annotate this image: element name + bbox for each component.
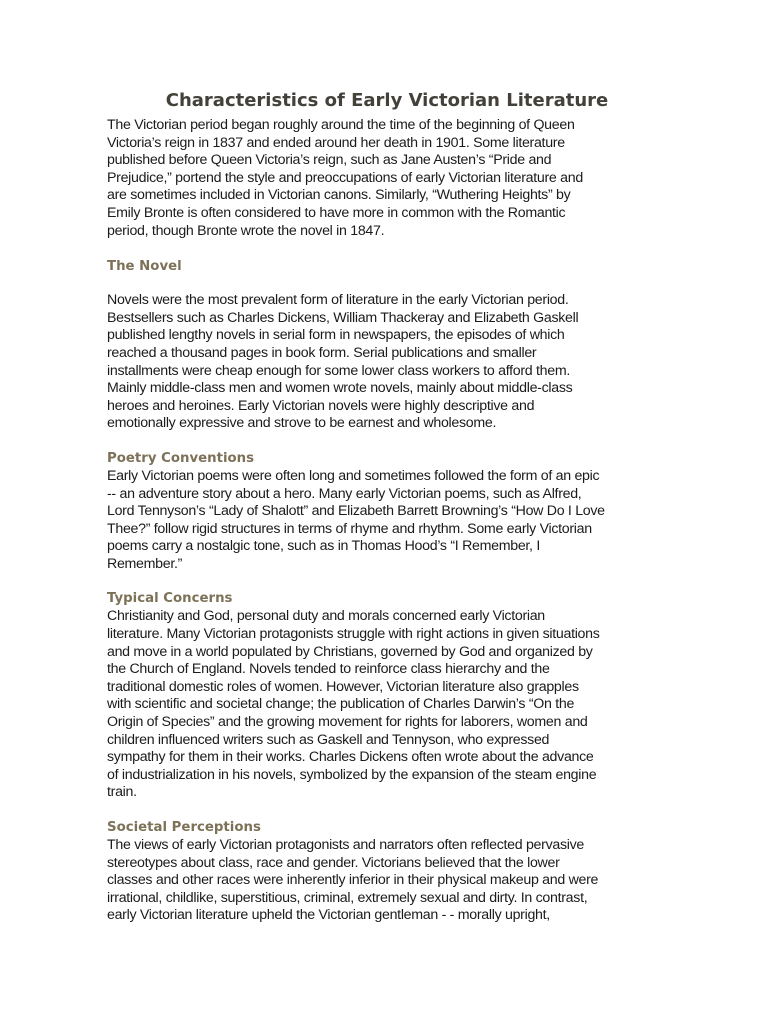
section-paragraph-poetry bbox=[107, 468, 667, 574]
text-line: of industrialization in his novels, symbolized by the expansion of the steam engine bbox=[107, 766, 597, 783]
text-line: Christianity and God, personal duty and morals concerned early Victorian bbox=[107, 608, 545, 625]
text-line: literature. Many Victorian protagonists struggle with right actions in given situations bbox=[107, 626, 600, 643]
text-line: Emily Bronte is often considered to have more in common with the Romantic bbox=[107, 204, 566, 221]
text-line: poems carry a nostalgic tone, such as in Thomas Hood’s “I Remember, I bbox=[107, 538, 540, 555]
text-line: children influenced writers such as Gaskell and Tennyson, who expressed bbox=[107, 731, 550, 748]
text-line: traditional domestic roles of women. However, Victorian literature also grapples bbox=[107, 678, 579, 695]
text-line: reached a thousand pages in book form. Serial publications and smaller bbox=[107, 344, 537, 361]
text-line: published before Queen Victoria’s reign, such as Jane Austen’s “Pride and bbox=[107, 152, 552, 169]
text-line: Thee?” follow rigid structures in terms of rhyme and rhythm. Some early Victorian bbox=[107, 520, 592, 537]
section-paragraph-novel bbox=[107, 292, 667, 433]
section-paragraph-concerns bbox=[107, 608, 667, 802]
text-line: train. bbox=[107, 784, 137, 801]
text-line: with scientific and societal change; the publication of Charles Darwin’s “On the bbox=[107, 696, 575, 713]
text-line: The views of early Victorian protagonists and narrators often reflected pervasive bbox=[107, 837, 584, 853]
text-line: published lengthy novels in serial form in newspapers, the episodes of which bbox=[107, 327, 565, 344]
text-line: Origin of Species” and the growing movement for rights for laborers, women and bbox=[107, 714, 588, 731]
text-line: Victoria’s reign in 1837 and ended around her death in 1901. Some literature bbox=[107, 134, 565, 151]
text-line: installments were cheap enough for some lower class workers to afford them. bbox=[107, 362, 570, 379]
text-line: are sometimes included in Victorian canons. Similarly, “Wuthering Heights” by bbox=[107, 187, 571, 204]
text-line: and move in a world populated by Christians, governed by God and organized by bbox=[107, 643, 593, 660]
section-paragraph-societal bbox=[107, 837, 667, 925]
text-line: Bestsellers such as Charles Dickens, William Thackeray and Elizabeth Gaskell bbox=[107, 309, 579, 326]
text-line: Mainly middle-class men and women wrote novels, mainly about middle-class bbox=[107, 380, 573, 397]
text-line: the Church of England. Novels tended to reinforce class hierarchy and the bbox=[107, 661, 550, 678]
text-line: Remember.” bbox=[107, 555, 183, 572]
section-heading-poetry: Poetry Conventions bbox=[107, 450, 255, 466]
text-line: emotionally expressive and strove to be earnest and wholesome. bbox=[107, 415, 497, 432]
intro-paragraph bbox=[107, 117, 667, 240]
text-line: -- an adventure story about a hero. Many early Victorian poems, such as Alfred, bbox=[107, 485, 582, 502]
text-line: Novels were the most prevalent form of literature in the early Victorian period. bbox=[107, 292, 569, 309]
text-line: period, though Bronte wrote the novel in 1847. bbox=[107, 222, 385, 239]
text-line: early Victorian literature upheld the Victorian gentleman - - morally upright, bbox=[107, 907, 550, 924]
section-heading-societal: Societal Perceptions bbox=[107, 820, 261, 835]
text-line: The Victorian period began roughly around the time of the beginning of Queen bbox=[107, 117, 575, 133]
text-line: classes and other races were inherently inferior in their physical makeup and were bbox=[107, 872, 599, 889]
text-line: heroes and heroines. Early Victorian novels were highly descriptive and bbox=[107, 397, 535, 414]
section-heading-concerns: Typical Concerns bbox=[107, 591, 233, 607]
text-line: irrational, childlike, superstitious, criminal, extremely sexual and dirty. In contrast, bbox=[107, 889, 588, 906]
page-title: Characteristics of Early Victorian Literature bbox=[165, 90, 609, 111]
text-line: stereotypes about class, race and gender. Victorians believed that the lower bbox=[107, 854, 560, 871]
text-line: Early Victorian poems were often long and sometimes followed the form of an epic bbox=[107, 467, 600, 484]
text-line: Prejudice,” portend the style and preoccupations of early Victorian literature and bbox=[107, 169, 583, 186]
section-heading-novel: The Novel bbox=[107, 259, 182, 275]
text-line: sympathy for them in their works. Charles Dickens often wrote about the advance bbox=[107, 749, 594, 766]
document-page bbox=[107, 90, 667, 925]
text-line: Lord Tennyson’s “Lady of Shalott” and Elizabeth Barrett Browning’s “How Do I Love bbox=[107, 503, 605, 520]
